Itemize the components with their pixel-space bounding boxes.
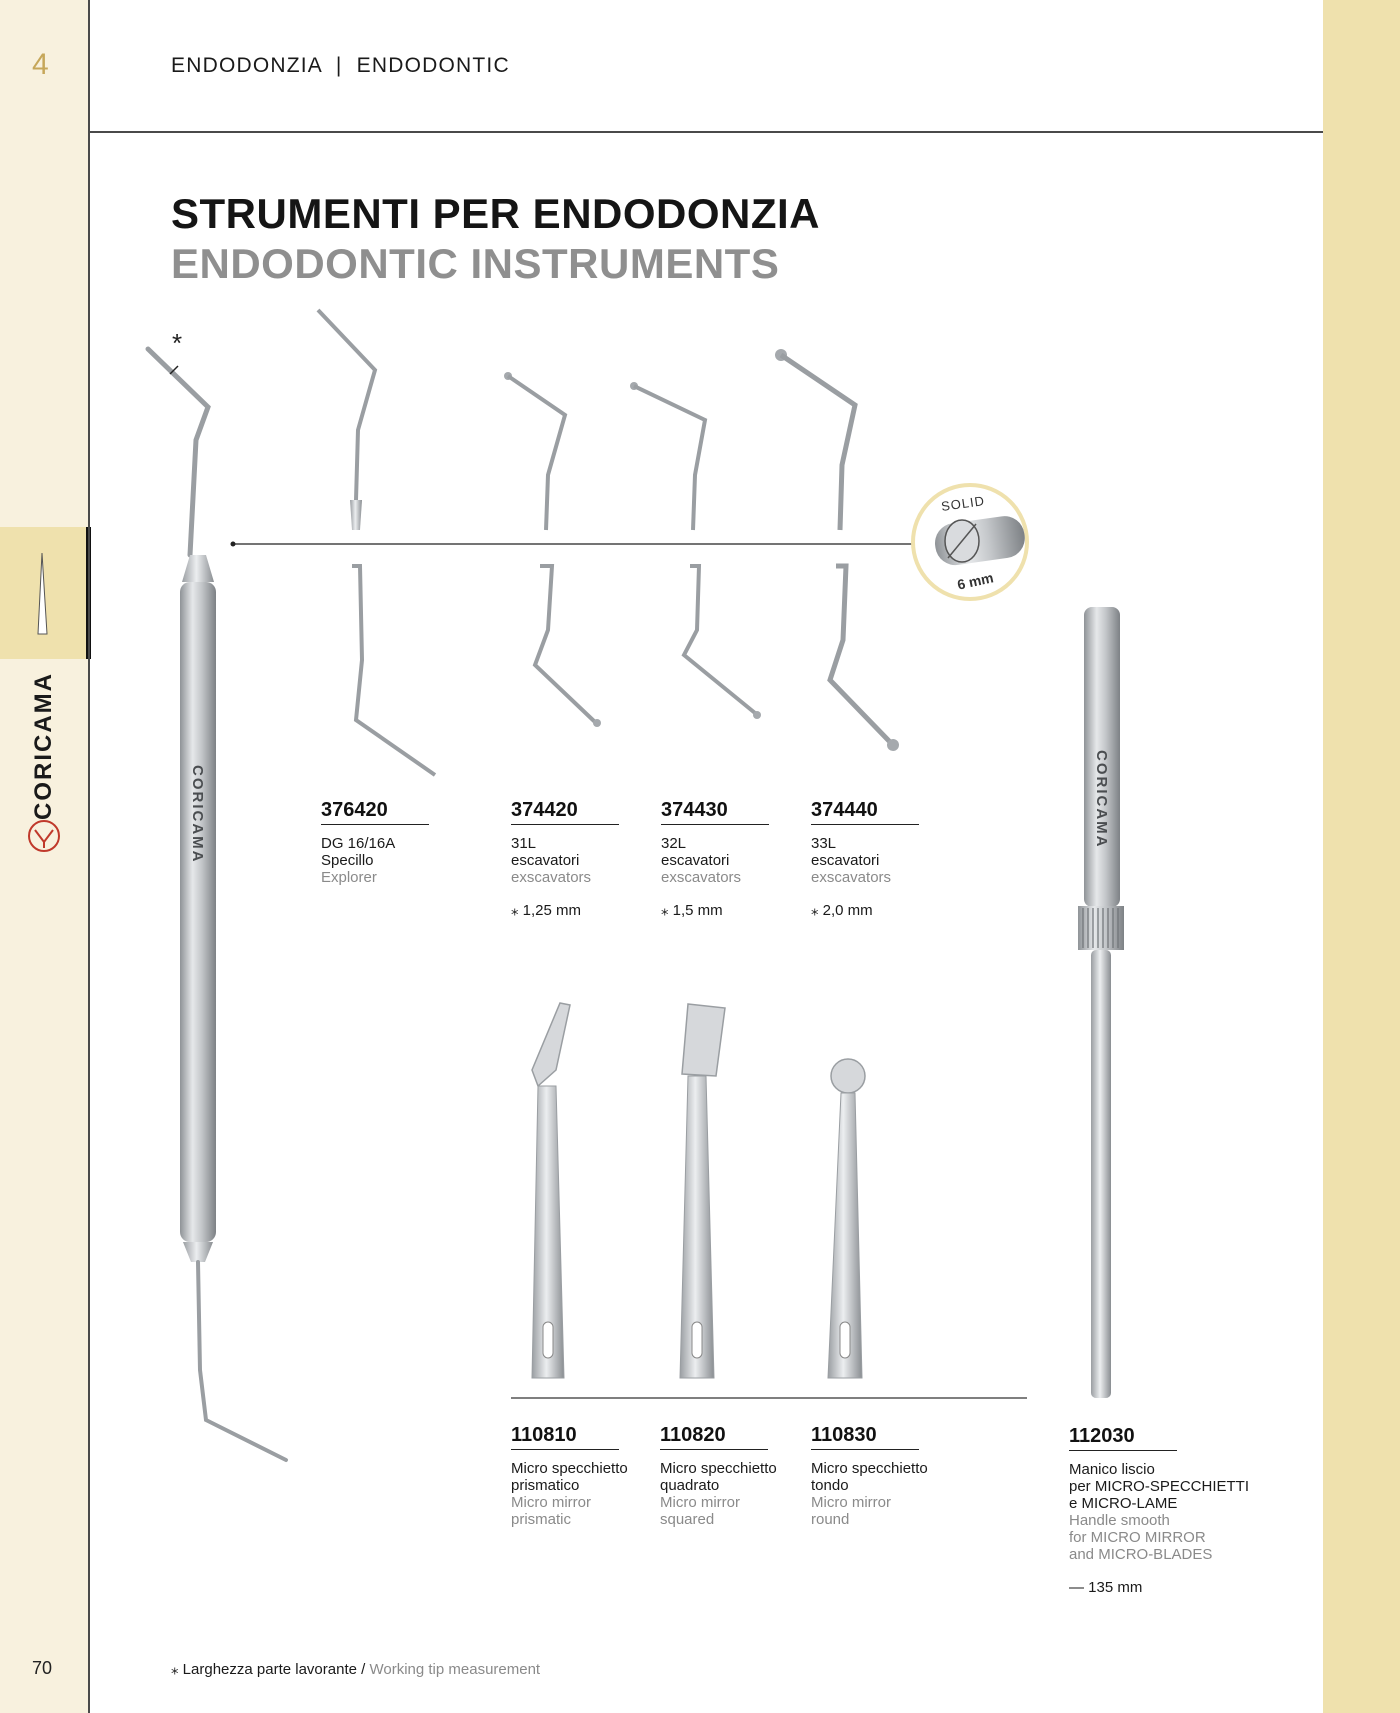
product-desc-it-2: per MICRO-SPECCHIETTI <box>1069 1478 1250 1495</box>
product-name-it: Specillo <box>321 852 374 869</box>
product-110820 <box>660 1424 777 1528</box>
section-header: ENDODONZIA | ENDODONTIC <box>171 54 510 77</box>
product-variant-en: round <box>811 1511 850 1528</box>
handle-112030-image <box>1078 607 1124 1398</box>
product-name-en: Explorer <box>321 869 377 886</box>
product-variant-it: tondo <box>811 1477 849 1494</box>
tip-measurement: ⁎ 1,25 mm <box>511 902 582 919</box>
excavator-374440-image <box>775 349 899 751</box>
page-title-italian: STRUMENTI PER ENDODONZIA <box>171 190 821 237</box>
product-desc-en-3: and MICRO-BLADES <box>1069 1546 1213 1563</box>
brand-logo-icon <box>29 821 59 851</box>
product-variant-en: squared <box>660 1511 715 1528</box>
product-name-en: Micro mirror <box>811 1494 891 1511</box>
tip-measurement: ⁎ 2,0 mm <box>811 902 873 919</box>
product-376420 <box>321 799 429 886</box>
tip-measurement: ⁎ 1,5 mm <box>661 902 723 919</box>
chapter-number: 4 <box>32 48 49 81</box>
product-model: 33L <box>811 835 837 852</box>
page-number: 70 <box>32 1658 53 1678</box>
product-110810 <box>511 1424 628 1528</box>
product-374440 <box>811 799 919 919</box>
excavator-374430-image <box>630 382 761 719</box>
footnote-italian: ⁎ Larghezza parte lavorante / <box>171 1661 366 1678</box>
product-code: 376420 <box>321 802 429 825</box>
product-name-it: escavatori <box>811 852 880 869</box>
product-374420 <box>511 799 619 919</box>
micro-mirror-110820-image <box>680 1004 725 1378</box>
page-title-english: ENDODONTIC INSTRUMENTS <box>171 240 780 287</box>
product-model: DG 16/16A <box>321 835 396 852</box>
product-110830 <box>811 1424 928 1528</box>
micro-mirror-110810-image <box>532 1003 570 1378</box>
product-variant-it: quadrato <box>660 1477 720 1494</box>
instrument-tab-icon <box>38 553 47 634</box>
product-name-en: exscavators <box>811 869 892 886</box>
product-code: 374440 <box>811 802 919 825</box>
product-name-it: Manico liscio <box>1069 1461 1155 1478</box>
solid-callout <box>231 485 1028 599</box>
product-model: 32L <box>661 835 687 852</box>
product-code: 374420 <box>511 802 619 825</box>
product-name-it: Micro specchietto <box>511 1460 628 1477</box>
product-374430 <box>661 799 769 919</box>
explorer-376420-image <box>318 310 435 775</box>
product-code: 110810 <box>511 1427 619 1450</box>
product-code: 112030 <box>1069 1428 1177 1451</box>
product-desc-en-2: for MICRO MIRROR <box>1069 1529 1206 1546</box>
micro-mirror-110830-image <box>828 1059 865 1378</box>
product-variant-en: prismatic <box>511 1511 572 1528</box>
product-name-en: Micro mirror <box>511 1494 591 1511</box>
footnote-english: Working tip measurement <box>369 1661 541 1678</box>
handle-length: — 135 mm <box>1069 1579 1143 1596</box>
footnote <box>171 1660 540 1678</box>
product-name-en: exscavators <box>511 869 592 886</box>
product-112030 <box>1069 1425 1250 1596</box>
product-code: 110820 <box>660 1427 768 1450</box>
product-code: 110830 <box>811 1427 919 1450</box>
product-name-it: Micro specchietto <box>660 1460 777 1477</box>
product-model: 31L <box>511 835 537 852</box>
product-name-it: escavatori <box>661 852 730 869</box>
svg-text:CORICAMA: CORICAMA <box>189 765 206 864</box>
product-desc-it-3: e MICRO-LAME <box>1069 1495 1178 1512</box>
svg-text:CORICAMA: CORICAMA <box>1093 750 1110 849</box>
product-variant-it: prismatico <box>511 1477 580 1494</box>
tip-marker: * <box>172 328 183 358</box>
solid-badge-size: 6 mm <box>955 569 995 593</box>
brand-wordmark: CORICAMA <box>30 672 57 820</box>
product-code: 374430 <box>661 802 769 825</box>
product-name-en: exscavators <box>661 869 742 886</box>
product-name-it: Micro specchietto <box>811 1460 928 1477</box>
product-name-it: escavatori <box>511 852 580 869</box>
solid-badge-label: SOLID <box>940 493 986 514</box>
product-name-en: Handle smooth <box>1069 1512 1170 1529</box>
product-name-en: Micro mirror <box>660 1494 740 1511</box>
excavator-374420-image <box>504 372 601 727</box>
explorer-instrument <box>148 328 286 1460</box>
